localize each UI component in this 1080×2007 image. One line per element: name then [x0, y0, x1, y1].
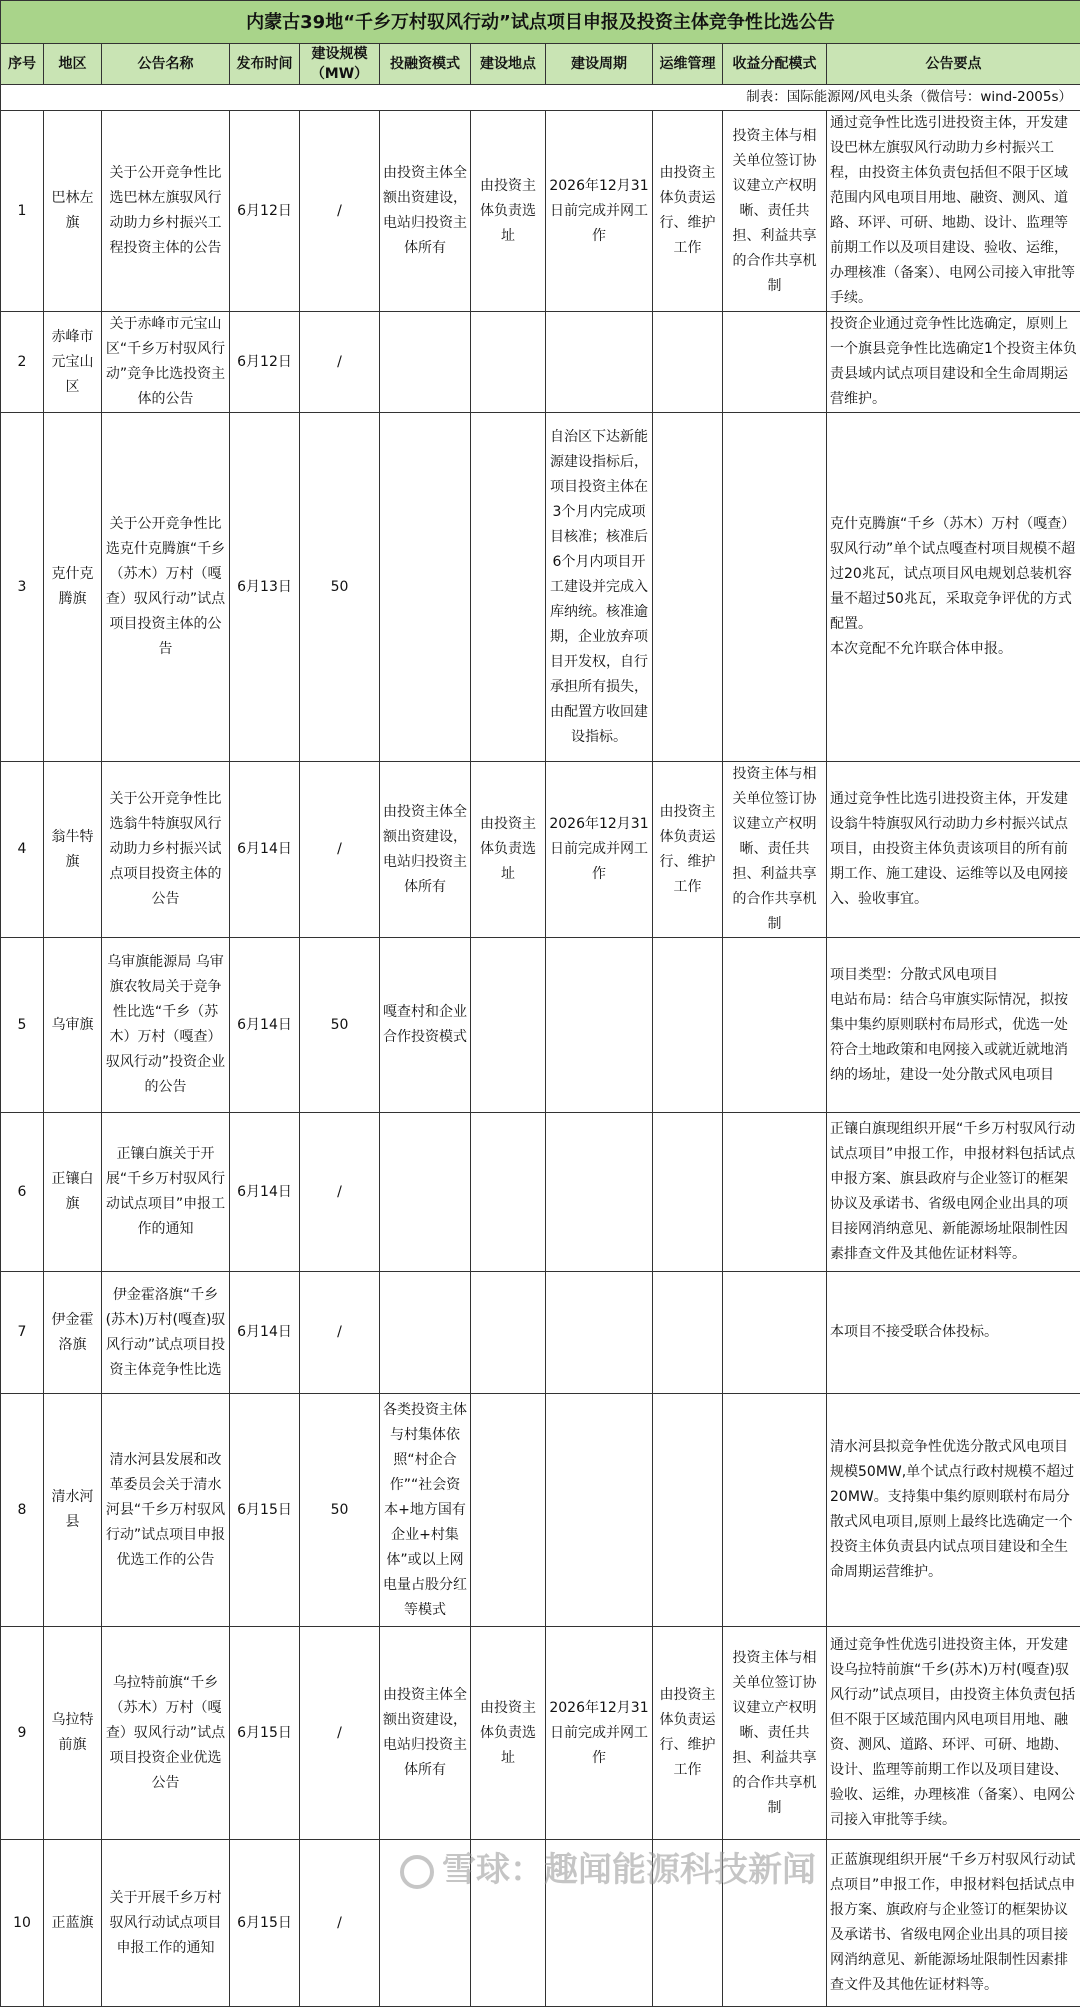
row-number-cell: 10	[1, 1840, 44, 2007]
table-row	[1, 1394, 1080, 1627]
watermark-text: 雪球：趣闻能源科技新闻	[442, 1850, 816, 1890]
region-cell: 翁牛特旗	[44, 762, 102, 938]
column-header: 公告名称	[102, 44, 230, 85]
revenue-model-cell	[723, 413, 827, 762]
region-cell: 正蓝旗	[44, 1840, 102, 2007]
build-period-cell: 2026年12月31日前完成并网工作	[546, 1627, 653, 1840]
publish-date-cell: 6月14日	[230, 938, 300, 1113]
table-row	[1, 1840, 1080, 2007]
publish-date-cell: 6月14日	[230, 1113, 300, 1272]
column-header: 建设地点	[471, 44, 546, 85]
key-points-cell: 通过竞争性优选引进投资主体，开发建设乌拉特前旗“千乡(苏木)万村(嘎查)驭风行动”试点项目，由投资主体负责包括但不限于区域范围内风电项目用地、融资、测风、道路、环评、可研、地勘、设计、监理等前期工作以及项目建设、验收、运维，办理核准（备案）、电网公司接入审批等手续。	[827, 1627, 1080, 1840]
row-number-cell: 1	[1, 111, 44, 312]
financing-mode-cell	[380, 1840, 471, 2007]
revenue-model-cell: 投资主体与相关单位签订协议建立产权明晰、责任共担、利益共享的合作共享机制	[723, 1627, 827, 1840]
operations-cell: 由投资主体负责运行、维护工作	[653, 1627, 723, 1840]
publish-date-cell: 6月15日	[230, 1394, 300, 1627]
build-site-cell	[471, 1272, 546, 1394]
table-row	[1, 938, 1080, 1113]
key-points-cell: 项目类型：分散式风电项目 电站布局：结合乌审旗实际情况，拟按集中集约原则联村布局形式，优选一处符合土地政策和电网接入或就近就地消纳的场址，建设一处分散式风电项目	[827, 938, 1080, 1113]
revenue-model-cell: 投资主体与相关单位签订协议建立产权明晰、责任共担、利益共享的合作共享机制	[723, 111, 827, 312]
key-points-cell: 投资企业通过竞争性比选确定，原则上一个旗县竞争性比选确定1个投资主体负责县域内试点项目建设和全生命周期运营维护。	[827, 312, 1080, 413]
build-period-cell	[546, 1394, 653, 1627]
build-period-cell: 2026年12月31日前完成并网工作	[546, 111, 653, 312]
header-row	[1, 44, 1080, 85]
build-scale-cell: /	[300, 1272, 380, 1394]
column-header: 收益分配模式	[723, 44, 827, 85]
announcement-name-cell: 乌拉特前旗“千乡（苏木）万村（嘎查）驭风行动”试点项目投资企业优选公告	[102, 1627, 230, 1840]
region-cell: 赤峰市元宝山区	[44, 312, 102, 413]
announcement-name-cell: 关于公开竞争性比选巴林左旗驭风行动助力乡村振兴工程投资主体的公告	[102, 111, 230, 312]
build-scale-cell: /	[300, 312, 380, 413]
build-period-cell: 2026年12月31日前完成并网工作	[546, 762, 653, 938]
region-cell: 克什克腾旗	[44, 413, 102, 762]
revenue-model-cell	[723, 312, 827, 413]
key-points-cell: 正蓝旗现组织开展“千乡万村驭风行动试点项目”申报工作，申报材料包括试点申报方案、旗政府与企业签订的框架协议及承诺书、省级电网企业出具的项目接网消纳意见、新能源场址限制性因素排查文件及其他佐证材料等。	[827, 1840, 1080, 2007]
revenue-model-cell	[723, 938, 827, 1113]
column-header: 序号	[1, 44, 44, 85]
publish-date-cell: 6月13日	[230, 413, 300, 762]
column-header: 公告要点	[827, 44, 1080, 85]
key-points-cell: 克什克腾旗“千乡（苏木）万村（嘎查）驭风行动”单个试点嘎查村项目规模不超过20兆瓦，试点项目风电规划总装机容量不超过50兆瓦，采取竞争评优的方式配置。 本次竞配不允许联合体申报。	[827, 413, 1080, 762]
build-period-cell	[546, 1272, 653, 1394]
announcement-name-cell: 乌审旗能源局 乌审旗农牧局关于竞争性比选“千乡（苏木）万村（嘎查）驭风行动”投资企业的公告	[102, 938, 230, 1113]
financing-mode-cell	[380, 413, 471, 762]
operations-cell	[653, 312, 723, 413]
build-site-cell	[471, 938, 546, 1113]
region-cell: 正镶白旗	[44, 1113, 102, 1272]
build-site-cell: 由投资主体负责选址	[471, 1627, 546, 1840]
financing-mode-cell	[380, 312, 471, 413]
table-title: 内蒙古39地“千乡万村驭风行动”试点项目申报及投资主体竞争性比选公告	[1, 1, 1080, 44]
publish-date-cell: 6月12日	[230, 111, 300, 312]
announcement-name-cell: 正镶白旗关于开展“千乡万村驭风行动试点项目”申报工作的通知	[102, 1113, 230, 1272]
announcement-name-cell: 伊金霍洛旗“千乡(苏木)万村(嘎查)驭风行动”试点项目投资主体竞争性比选	[102, 1272, 230, 1394]
region-cell: 伊金霍洛旗	[44, 1272, 102, 1394]
build-scale-cell: 50	[300, 938, 380, 1113]
operations-cell: 由投资主体负责运行、维护工作	[653, 111, 723, 312]
operations-cell	[653, 1272, 723, 1394]
key-points-cell: 清水河县拟竞争性优选分散式风电项目规模50MW,单个试点行政村规模不超过20MW。支持集中集约原则联村布局分散式风电项目,原则上最终比选确定一个投资主体负责县内试点项目建设和全生命周期运营维护。	[827, 1394, 1080, 1627]
region-cell: 乌拉特前旗	[44, 1627, 102, 1840]
key-points-cell: 本项目不接受联合体投标。	[827, 1272, 1080, 1394]
publish-date-cell: 6月14日	[230, 1272, 300, 1394]
build-period-cell	[546, 1113, 653, 1272]
key-points-cell: 通过竞争性比选引进投资主体，开发建设巴林左旗驭风行动助力乡村振兴工程，由投资主体负责包括但不限于区域范围内风电项目用地、融资、测风、道路、环评、可研、地勘、设计、监理等前期工作以及项目建设、验收、运维，办理核准（备案）、电网公司接入审批等手续。	[827, 111, 1080, 312]
build-site-cell	[471, 312, 546, 413]
build-period-cell: 自治区下达新能源建设指标后，项目投资主体在3个月内完成项目核准；核准后6个月内项目开工建设并完成入库纳统。核准逾期，企业放弃项目开发权，自行承担所有损失，由配置方收回建设指标。	[546, 413, 653, 762]
table-row	[1, 111, 1080, 312]
column-header: 运维管理	[653, 44, 723, 85]
operations-cell	[653, 1113, 723, 1272]
build-period-cell	[546, 938, 653, 1113]
table-row	[1, 762, 1080, 938]
financing-mode-cell: 各类投资主体与村集体依照“村企合作”“社会资本+地方国有企业+村集体”或以上网电量占股分红等模式	[380, 1394, 471, 1627]
build-scale-cell: /	[300, 111, 380, 312]
column-header: 发布时间	[230, 44, 300, 85]
announcement-name-cell: 关于赤峰市元宝山区“千乡万村驭风行动”竞争比选投资主体的公告	[102, 312, 230, 413]
build-scale-cell: /	[300, 762, 380, 938]
build-site-cell	[471, 1113, 546, 1272]
source-credit: 制表：国际能源网/风电头条（微信号：wind-2005s）	[1, 85, 1080, 111]
table-row	[1, 1627, 1080, 1840]
row-number-cell: 9	[1, 1627, 44, 1840]
region-cell: 巴林左旗	[44, 111, 102, 312]
build-site-cell	[471, 413, 546, 762]
build-site-cell	[471, 1840, 546, 2007]
revenue-model-cell: 投资主体与相关单位签订协议建立产权明晰、责任共担、利益共享的合作共享机制	[723, 762, 827, 938]
financing-mode-cell	[380, 1272, 471, 1394]
region-cell: 乌审旗	[44, 938, 102, 1113]
build-scale-cell: /	[300, 1627, 380, 1840]
row-number-cell: 5	[1, 938, 44, 1113]
operations-cell	[653, 413, 723, 762]
row-number-cell: 3	[1, 413, 44, 762]
publish-date-cell: 6月12日	[230, 312, 300, 413]
announcement-name-cell: 关于开展千乡万村驭风行动试点项目申报工作的通知	[102, 1840, 230, 2007]
revenue-model-cell	[723, 1840, 827, 2007]
build-site-cell: 由投资主体负责选址	[471, 762, 546, 938]
revenue-model-cell	[723, 1272, 827, 1394]
table-row	[1, 1272, 1080, 1394]
build-scale-cell: 50	[300, 413, 380, 762]
operations-cell	[653, 1840, 723, 2007]
announcement-name-cell: 清水河县发展和改革委员会关于清水河县“千乡万村驭风行动”试点项目申报优选工作的公告	[102, 1394, 230, 1627]
build-period-cell	[546, 312, 653, 413]
revenue-model-cell	[723, 1394, 827, 1627]
row-number-cell: 7	[1, 1272, 44, 1394]
region-cell: 清水河县	[44, 1394, 102, 1627]
financing-mode-cell	[380, 1113, 471, 1272]
publish-date-cell: 6月15日	[230, 1840, 300, 2007]
revenue-model-cell	[723, 1113, 827, 1272]
row-number-cell: 6	[1, 1113, 44, 1272]
build-scale-cell: /	[300, 1840, 380, 2007]
key-points-cell: 正镶白旗现组织开展“千乡万村驭风行动试点项目”申报工作，申报材料包括试点申报方案、旗县政府与企业签订的框架协议及承诺书、省级电网企业出具的项目接网消纳意见、新能源场址限制性因素排查文件及其他佐证材料等。	[827, 1113, 1080, 1272]
table-row	[1, 1113, 1080, 1272]
column-header: 投融资模式	[380, 44, 471, 85]
announcement-name-cell: 关于公开竞争性比选翁牛特旗驭风行动助力乡村振兴试点项目投资主体的公告	[102, 762, 230, 938]
publish-date-cell: 6月15日	[230, 1627, 300, 1840]
column-header: 地区	[44, 44, 102, 85]
publish-date-cell: 6月14日	[230, 762, 300, 938]
build-scale-cell: 50	[300, 1394, 380, 1627]
row-number-cell: 2	[1, 312, 44, 413]
column-header: 建设规模（MW）	[300, 44, 380, 85]
table-row	[1, 312, 1080, 413]
row-number-cell: 4	[1, 762, 44, 938]
operations-cell	[653, 1394, 723, 1627]
announcement-name-cell: 关于公开竞争性比选克什克腾旗“千乡（苏木）万村（嘎查）驭风行动”试点项目投资主体的公告	[102, 413, 230, 762]
build-site-cell	[471, 1394, 546, 1627]
table-row	[1, 413, 1080, 762]
financing-mode-cell: 由投资主体全额出资建设，电站归投资主体所有	[380, 762, 471, 938]
operations-cell	[653, 938, 723, 1113]
column-header: 建设周期	[546, 44, 653, 85]
build-site-cell: 由投资主体负责选址	[471, 111, 546, 312]
row-number-cell: 8	[1, 1394, 44, 1627]
financing-mode-cell: 由投资主体全额出资建设，电站归投资主体所有	[380, 1627, 471, 1840]
operations-cell: 由投资主体负责运行、维护工作	[653, 762, 723, 938]
financing-mode-cell: 嘎查村和企业合作投资模式	[380, 938, 471, 1113]
build-period-cell	[546, 1840, 653, 2007]
key-points-cell: 通过竞争性比选引进投资主体，开发建设翁牛特旗驭风行动助力乡村振兴试点项目，由投资主体负责该项目的所有前期工作、施工建设、运维等以及电网接入、验收事宜。	[827, 762, 1080, 938]
financing-mode-cell: 由投资主体全额出资建设，电站归投资主体所有	[380, 111, 471, 312]
build-scale-cell: /	[300, 1113, 380, 1272]
